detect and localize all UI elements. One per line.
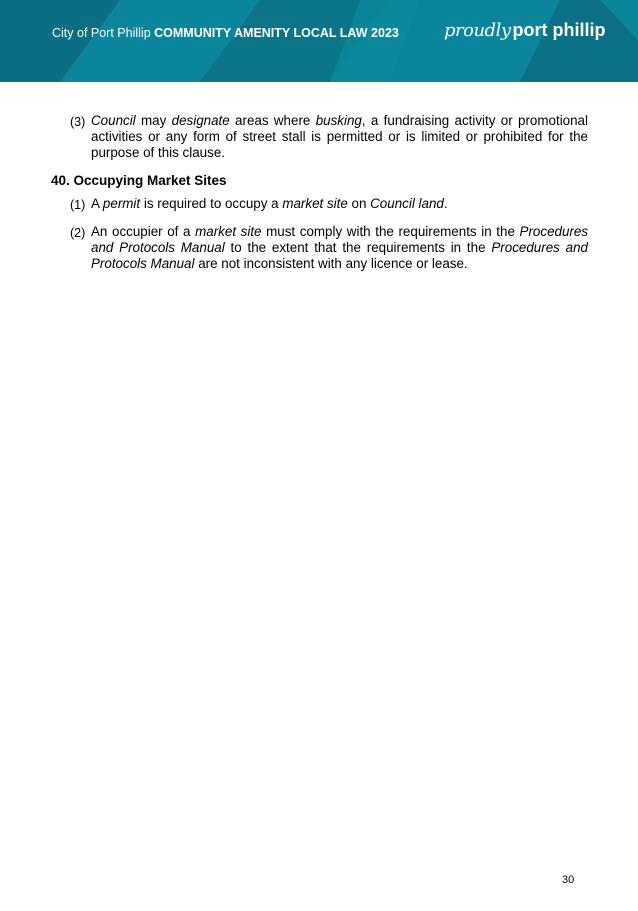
page-number: 30 <box>562 874 575 886</box>
document-title <box>52 26 399 40</box>
clause-40-2-text: An occupier of a market site must comply with the requirements in the Procedures and Protocols Manual to the extent that the requirements in the Procedures and Protocols Manual are not inconsistent with any licence or lease. <box>91 224 589 271</box>
clause-39-3-number: (3) <box>70 115 86 129</box>
clause-40-1-text: A permit is required to occupy a market site on Council land. <box>91 196 448 211</box>
header-background <box>0 0 638 82</box>
clause-39-3-text: Council may designate areas where busking, a fundraising activity or promotional activities or any form of street stall is permitted or is limited or prohibited for the purpose of this clause. <box>91 113 588 160</box>
title-prefix: City of Port Phillip <box>52 26 151 40</box>
logo-bold-text: port phillip <box>512 20 606 40</box>
clause-40-heading: 40. Occupying Market Sites <box>51 173 227 188</box>
title-bold: COMMUNITY AMENITY LOCAL LAW 2023 <box>154 26 399 40</box>
page-header-banner <box>0 0 638 82</box>
port-phillip-logo <box>444 20 606 41</box>
clause-40-2-number: (2) <box>70 226 86 240</box>
logo-script-text: proudly <box>444 20 511 41</box>
clause-40-1-number: (1) <box>70 198 86 212</box>
